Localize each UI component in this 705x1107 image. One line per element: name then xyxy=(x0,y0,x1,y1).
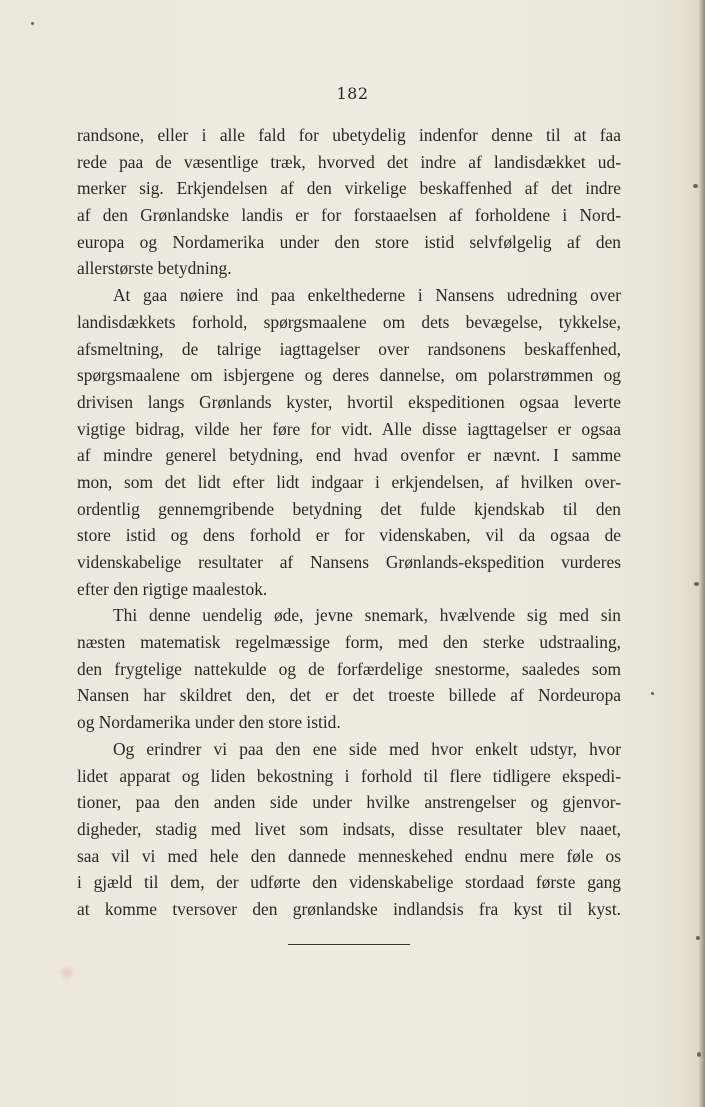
text-line: rede paa de væsentlige træk, hvorved det indre af landisdækket ud- xyxy=(77,151,621,172)
body-text xyxy=(77,122,621,923)
text-line: Nansen har skildret den, det er det troeste billede af Nordeuropa xyxy=(77,685,621,706)
text-line: At gaa nøiere ind paa enkelthederne i Nansens udredning over xyxy=(113,285,621,306)
text-line: merker sig. Erkjendelsen af den virkelige beskaffenhed af det indre xyxy=(77,178,621,199)
text-line: randsone, eller i alle fald for ubetydelig indenfor denne til at faa xyxy=(77,125,621,145)
text-line: at komme tversover den grønlandske indlandsis fra kyst til kyst. xyxy=(77,898,621,919)
text-line: mon, som det lidt efter lidt indgaar i erkjendelsen, af hvilken over- xyxy=(77,471,621,492)
text-line: næsten matematisk regelmæssige form, med den sterke udstraaling, xyxy=(77,632,621,653)
text-line: allerstørste betydning. xyxy=(77,258,232,279)
text-line: digheder, stadig med livet som indsats, disse resultater blev naaet, xyxy=(77,818,621,839)
scan-speck xyxy=(696,936,700,940)
text-line: ordentlig gennemgribende betydning det fulde kjendskab til den xyxy=(77,498,621,519)
end-rule xyxy=(288,944,410,945)
text-line: efter den rigtige maalestok. xyxy=(77,578,268,599)
text-line: spørgsmaalene om isbjergene og deres dannelse, om polarstrømmen og xyxy=(77,365,621,386)
text-line: landisdækkets forhold, spørgsmaalene om dets bevægelse, tykkelse, xyxy=(77,311,621,332)
text-line: af mindre generel betydning, end hvad ovenfor er nævnt. I samme xyxy=(77,445,621,466)
text-line: af den Grønlandske landis er for forstaaelsen af forholdene i Nord- xyxy=(77,205,621,226)
text-line: i gjæld til dem, der udførte den videnskabelige stordaad første gang xyxy=(77,872,621,893)
text-line: saa vil vi med hele den dannede menneskehed endnu mere føle os xyxy=(77,845,621,866)
text-line: europa og Nordamerika under den store istid selvfølgelig af den xyxy=(77,231,621,252)
text-line: videnskabelige resultater af Nansens Grønlands-ekspedition vurderes xyxy=(77,552,621,572)
text-line: tioner, paa den anden side under hvilke anstrengelser og gjenvor- xyxy=(77,792,621,813)
scan-speck xyxy=(693,184,698,188)
text-line: den frygtelige nattekulde og de forfærdelige snestorme, saaledes som xyxy=(77,658,621,679)
text-line: vigtige bidrag, vilde her føre for vidt. Alle disse iagttagelser er ogsaa xyxy=(77,418,621,439)
scan-speck xyxy=(697,1052,701,1057)
scan-stain xyxy=(58,964,76,982)
text-line: afsmeltning, de talrige iagttagelser over randsonens beskaffenhed, xyxy=(77,338,621,359)
text-line: drivisen langs Grønlands kyster, hvortil ekspeditionen ogsaa leverte xyxy=(77,391,621,412)
text-line: store istid og dens forhold er for videnskaben, vil da ogsaa de xyxy=(77,525,621,546)
text-line: Thi denne uendelig øde, jevne snemark, hvælvende sig med sin xyxy=(113,605,621,626)
scan-speck xyxy=(31,22,34,25)
text-line: og Nordamerika under den store istid. xyxy=(77,712,341,733)
text-line: lidet apparat og liden bekostning i forhold til flere tidligere ekspedi- xyxy=(77,765,621,786)
page-edge xyxy=(699,0,705,1107)
scan-speck xyxy=(651,692,654,695)
page-number: 182 xyxy=(336,84,369,103)
scan-speck xyxy=(694,582,699,586)
text-line: Og erindrer vi paa den ene side med hvor enkelt udstyr, hvor xyxy=(113,738,621,759)
